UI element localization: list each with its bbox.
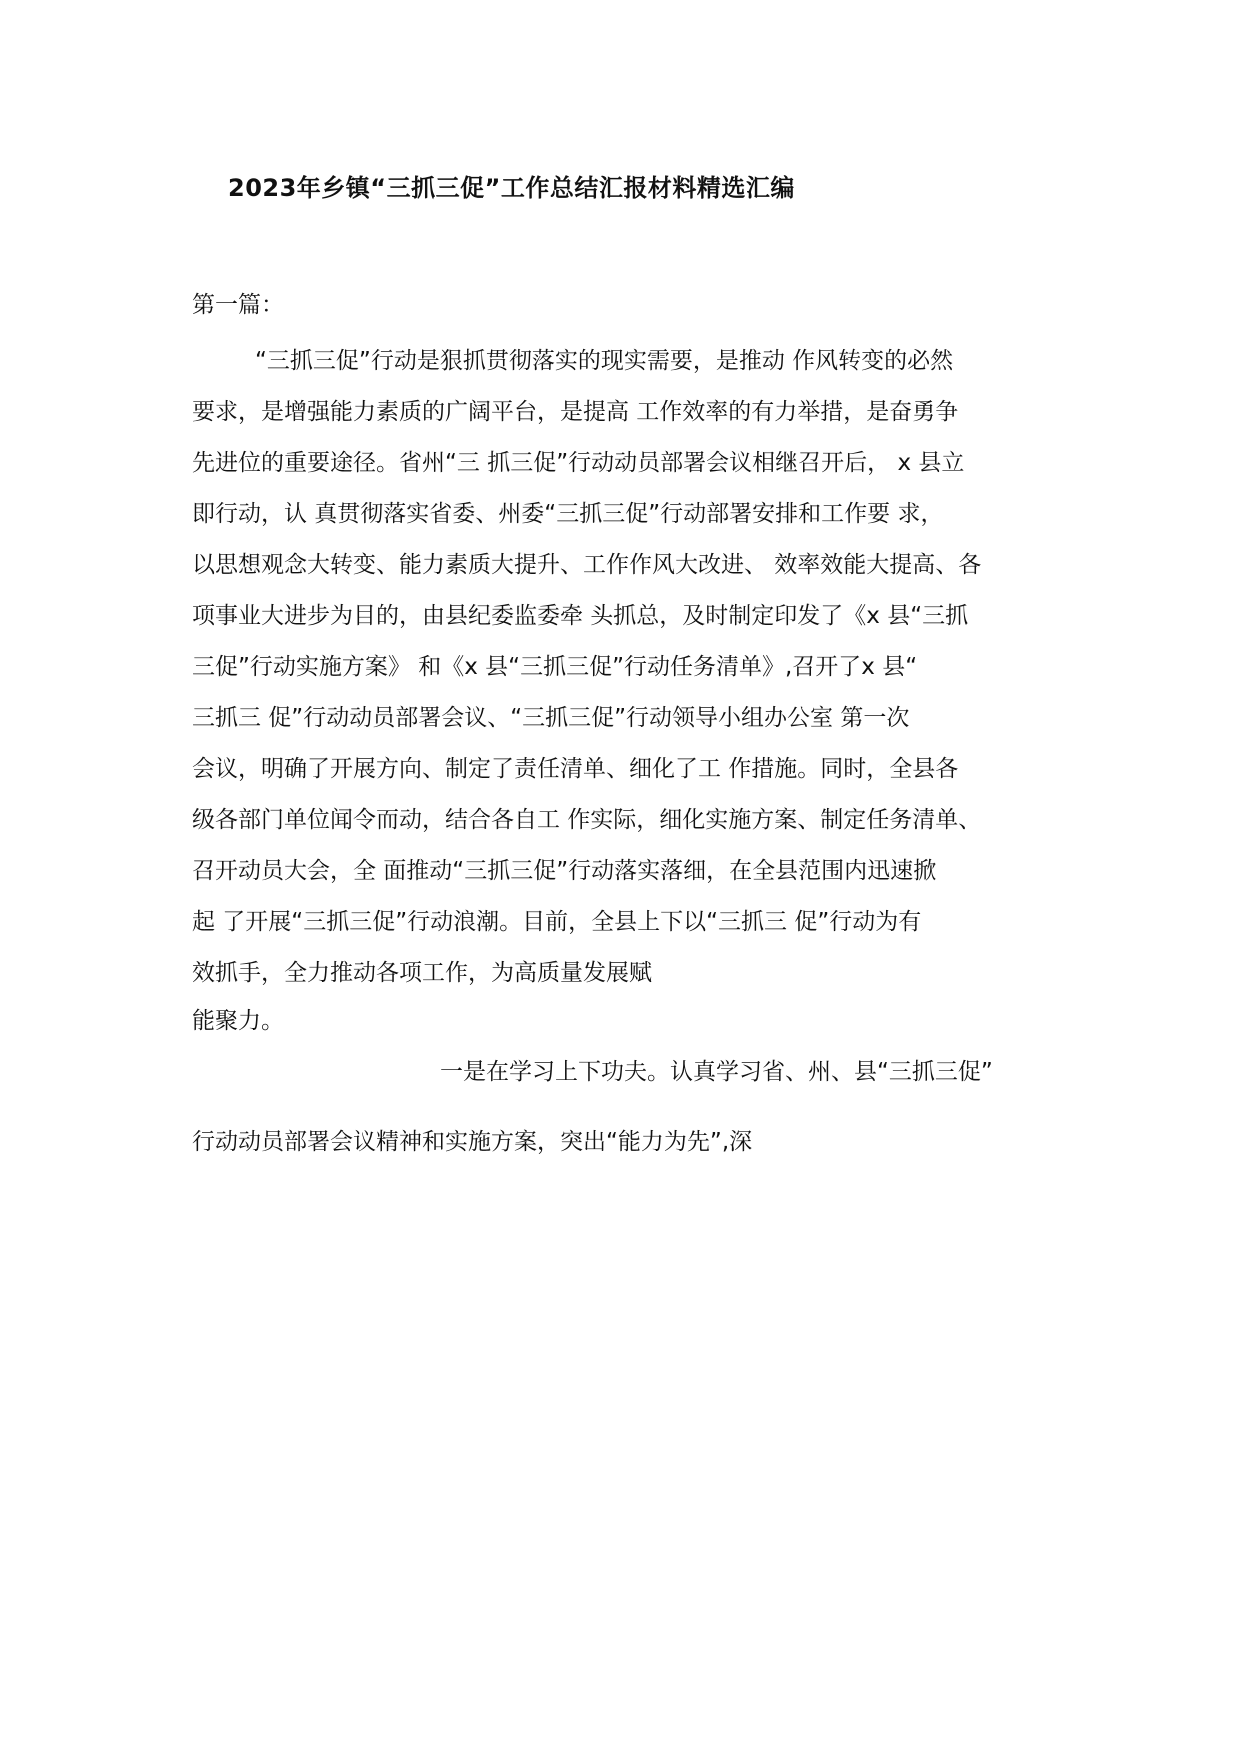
paragraph-line: 行动动员部署会议精神和实施方案，突出“能力为先”,深 — [192, 1129, 753, 1155]
paragraph-line: 能聚力。 — [192, 1008, 284, 1034]
paragraph-line: 会议，明确了开展方向、制定了责任清单、细化了工 作措施。同时，全县各 — [192, 756, 959, 782]
paragraph-line: 三抓三 促”行动动员部署会议、“三抓三促”行动领导小组办公室 第一次 — [192, 705, 910, 731]
paragraph-line: 召开动员大会，全 面推动“三抓三促”行动落实落细，在全县范围内迅速掀 — [192, 858, 937, 884]
paragraph-line: 效抓手，全力推动各项工作，为高质量发展赋 — [192, 960, 652, 986]
paragraph-line: 起 了开展“三抓三促”行动浪潮。目前，全县上下以“三抓三 促”行动为有 — [192, 909, 922, 935]
document-title: 2023年乡镇“三抓三促”工作总结汇报材料精选汇编 — [228, 174, 795, 202]
paragraph-line: 要求，是增强能力素质的广阔平台，是提高 工作效率的有力举措，是奋勇争 — [192, 399, 959, 425]
paragraph-line: 即行动，认 真贯彻落实省委、州委“三抓三促”行动部署安排和工作要 求， — [192, 501, 944, 527]
paragraph-line: 以思想观念大转变、能力素质大提升、工作作风大改进、 效率效能大提高、各 — [192, 552, 982, 578]
paragraph-line: “三抓三促”行动是狠抓贯彻落实的现实需要，是推动 作风转变的必然 — [255, 348, 954, 374]
paragraph-line: 级各部门单位闻令而动，结合各自工 作实际，细化实施方案、制定任务清单、 — [192, 807, 982, 833]
paragraph-line: 三促”行动实施方案》 和《x 县“三抓三促”行动任务清单》,召开了x 县“ — [192, 654, 918, 680]
paragraph-line: 项事业大进步为目的，由县纪委监委牵 头抓总，及时制定印发了《x 县“三抓 — [192, 603, 969, 629]
paragraph-line: 先进位的重要途径。省州“三 抓三促”行动动员部署会议相继召开后， x 县立 — [192, 450, 965, 476]
section-label: 第一篇： — [192, 292, 284, 318]
paragraph-line: 一是在学习上下功夫。认真学习省、州、县“三抓三促” — [440, 1059, 993, 1085]
